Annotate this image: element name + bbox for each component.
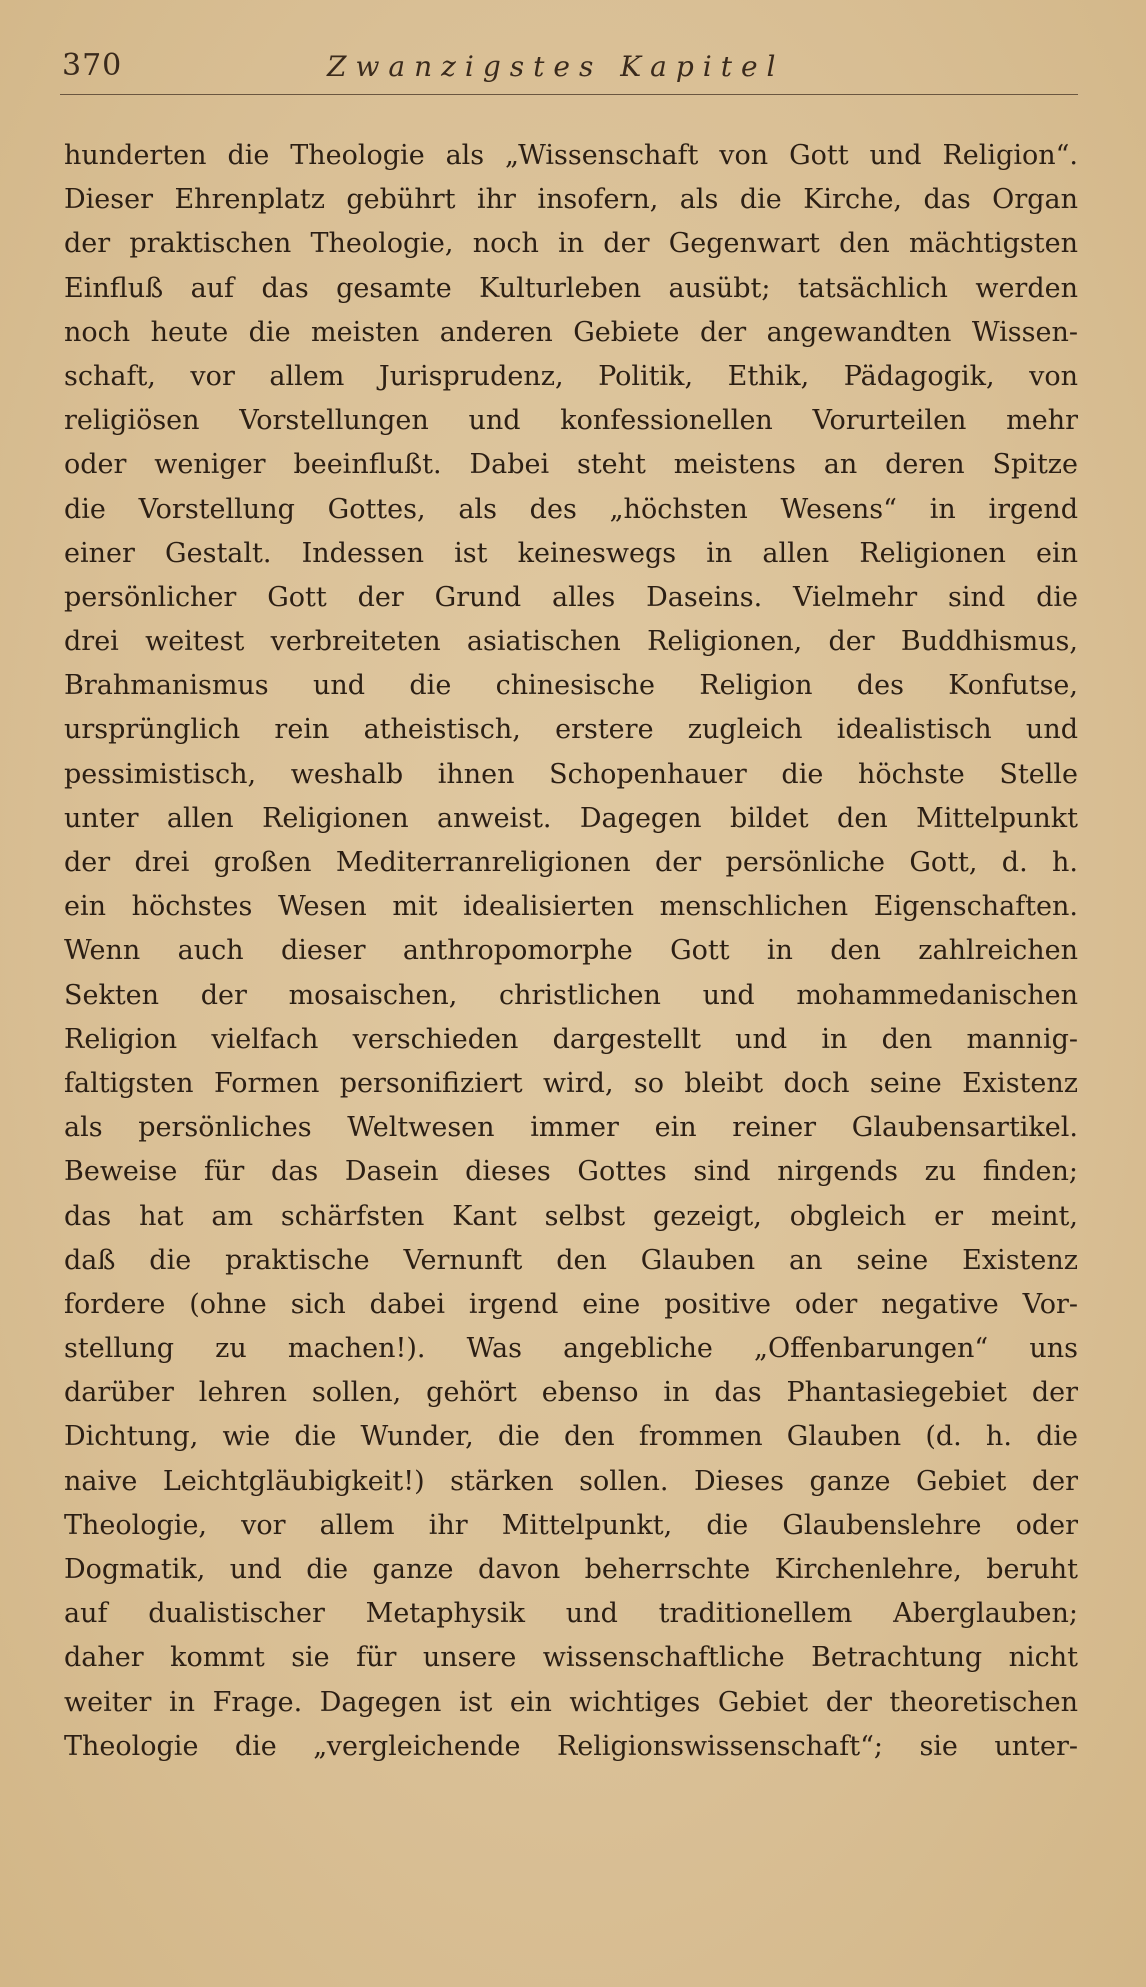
text-line: schaft, vor allem Jurisprudenz, Politik, Ethik, Pädagogik, von [64,360,1078,392]
text-line: Wenn auch dieser anthropomorphe Gott in den zahlreichen [64,935,1078,967]
running-head: Zwanzigstes Kapitel [327,50,785,83]
text-line: drei weitest verbreiteten asiatischen Religionen, der Buddhismus, [64,626,1078,658]
text-line: weiter in Frage. Dagegen ist ein wichtiges Gebiet der theoretischen [64,1686,1078,1718]
text-line: fordere (ohne sich dabei irgend eine positive oder negative Vor- [64,1288,1078,1320]
page-number: 370 [62,48,123,83]
text-line: Theologie die „vergleichende Religionswissenschaft“; sie unter- [64,1730,1078,1762]
text-line: Einfluß auf das gesamte Kulturleben ausübt; tatsächlich werden [64,272,1078,304]
text-line: faltigsten Formen personifiziert wird, so bleibt doch seine Existenz [64,1067,1078,1099]
text-line: stellung zu machen!). Was angebliche „Offenbarungen“ uns [64,1333,1078,1365]
text-line: pessimistisch, weshalb ihnen Schopenhauer die höchste Stelle [64,758,1078,790]
page-header [62,48,1078,94]
text-line: Dichtung, wie die Wunder, die den frommen Glauben (d. h. die [64,1421,1078,1453]
text-line: religiösen Vorstellungen und konfessionellen Vorurteilen mehr [64,405,1078,437]
text-line: noch heute die meisten anderen Gebiete der angewandten Wissen- [64,316,1078,348]
header-rule [60,94,1078,95]
text-line: darüber lehren sollen, gehört ebenso in das Phantasiegebiet der [64,1377,1078,1409]
text-line: daher kommt sie für unsere wissenschaftliche Betrachtung nicht [64,1642,1078,1674]
text-line: auf dualistischer Metaphysik und traditionellem Aberglauben; [64,1598,1078,1630]
text-line: Dogmatik, und die ganze davon beherrschte Kirchenlehre, beruht [64,1554,1078,1585]
text-line: Religion vielfach verschieden dargestellt und in den mannig- [64,1023,1078,1055]
text-line: als persönliches Weltwesen immer ein reiner Glaubensartikel. [64,1112,1078,1144]
text-line: unter allen Religionen anweist. Dagegen bildet den Mittelpunkt [64,802,1078,834]
text-line: Theologie, vor allem ihr Mittelpunkt, die Glaubenslehre oder [64,1509,1078,1541]
text-line: daß die praktische Vernunft den Glauben an seine Existenz [64,1244,1078,1276]
text-line: der praktischen Theologie, noch in der Gegenwart den mächtigsten [64,228,1078,260]
text-line: ein höchstes Wesen mit idealisierten menschlichen Eigenschaften. [64,891,1078,923]
text-line: Dieser Ehrenplatz gebührt ihr insofern, als die Kirche, das Organ [64,184,1078,216]
text-line: Sekten der mosaischen, christlichen und mohammedanischen [64,979,1078,1011]
text-line: das hat am schärfsten Kant selbst gezeigt, obgleich er meint, [64,1200,1078,1232]
text-line: ursprünglich rein atheistisch, erstere zugleich idealistisch und [64,714,1078,746]
text-line: persönlicher Gott der Grund alles Daseins. Vielmehr sind die [64,581,1078,613]
text-line: naive Leichtgläubigkeit!) stärken sollen. Dieses ganze Gebiet der [64,1465,1078,1497]
text-line: Beweise für das Dasein dieses Gottes sind nirgends zu finden; [64,1156,1078,1188]
text-line: einer Gestalt. Indessen ist keineswegs in allen Religionen ein [64,537,1078,569]
text-line: Brahmanismus und die chinesische Religion des Konfutse, [64,670,1078,702]
text-line: oder weniger beeinflußt. Dabei steht meistens an deren Spitze [64,449,1078,481]
body-text [64,134,1078,1769]
text-line: hunderten die Theologie als „Wissenschaft von Gott und Religion“. [64,140,1078,171]
text-line: die Vorstellung Gottes, als des „höchsten Wesens“ in irgend [64,493,1078,525]
text-line: der drei großen Mediterranreligionen der persönliche Gott, d. h. [64,847,1078,878]
